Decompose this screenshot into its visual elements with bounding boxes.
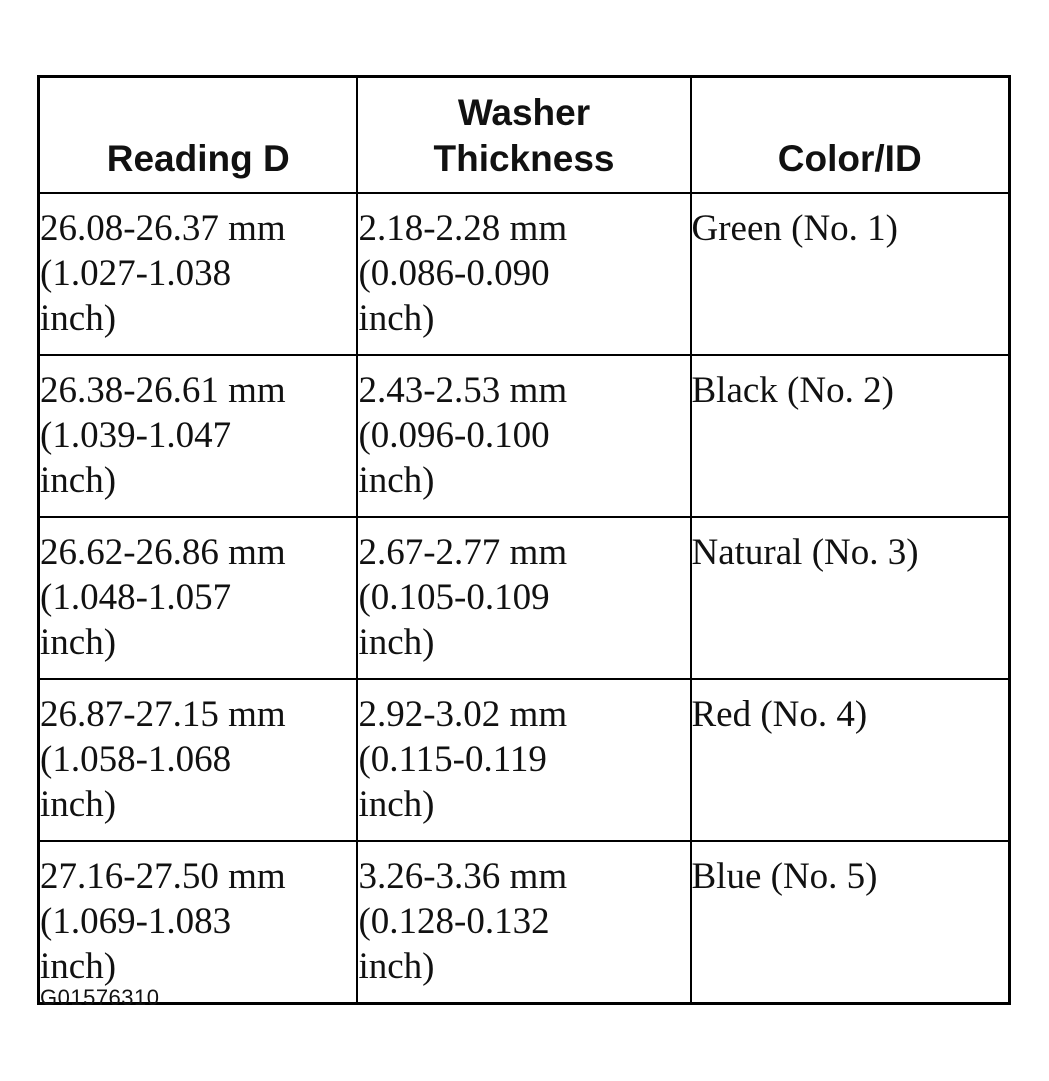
table-row: [39, 517, 1010, 679]
figure-id: G01576310: [40, 985, 160, 1010]
color-id-cell: Black (No. 2): [691, 355, 1010, 517]
table-header-row: [39, 77, 1010, 194]
washer-thickness-cell: 2.92-3.02 mm (0.115-0.119 inch): [357, 679, 690, 841]
header-color-id: Color/ID: [691, 77, 1010, 194]
washer-thickness-cell: 2.67-2.77 mm (0.105-0.109 inch): [357, 517, 690, 679]
reading-d-cell: 26.87-27.15 mm (1.058-1.068 inch): [39, 679, 358, 841]
washer-thickness-cell: 2.43-2.53 mm (0.096-0.100 inch): [357, 355, 690, 517]
color-id-cell: Red (No. 4): [691, 679, 1010, 841]
table-row: [39, 193, 1010, 355]
color-id-cell: Green (No. 1): [691, 193, 1010, 355]
reading-d-cell: 27.16-27.50 mm (1.069-1.083 inch): [39, 841, 358, 1004]
color-id-cell: Blue (No. 5): [691, 841, 1010, 1004]
washer-thickness-table: [37, 75, 1011, 1005]
table-row: [39, 841, 1010, 1004]
washer-thickness-cell: 2.18-2.28 mm (0.086-0.090 inch): [357, 193, 690, 355]
reading-d-cell: 26.08-26.37 mm (1.027-1.038 inch): [39, 193, 358, 355]
color-id-cell: Natural (No. 3): [691, 517, 1010, 679]
header-reading-d: Reading D: [39, 77, 358, 194]
table-row: [39, 679, 1010, 841]
reading-d-cell: 26.62-26.86 mm (1.048-1.057 inch): [39, 517, 358, 679]
reading-d-cell: 26.38-26.61 mm (1.039-1.047 inch): [39, 355, 358, 517]
washer-thickness-cell: 3.26-3.36 mm (0.128-0.132 inch): [357, 841, 690, 1004]
table-row: [39, 355, 1010, 517]
header-washer-thickness: Washer Thickness: [357, 77, 690, 194]
